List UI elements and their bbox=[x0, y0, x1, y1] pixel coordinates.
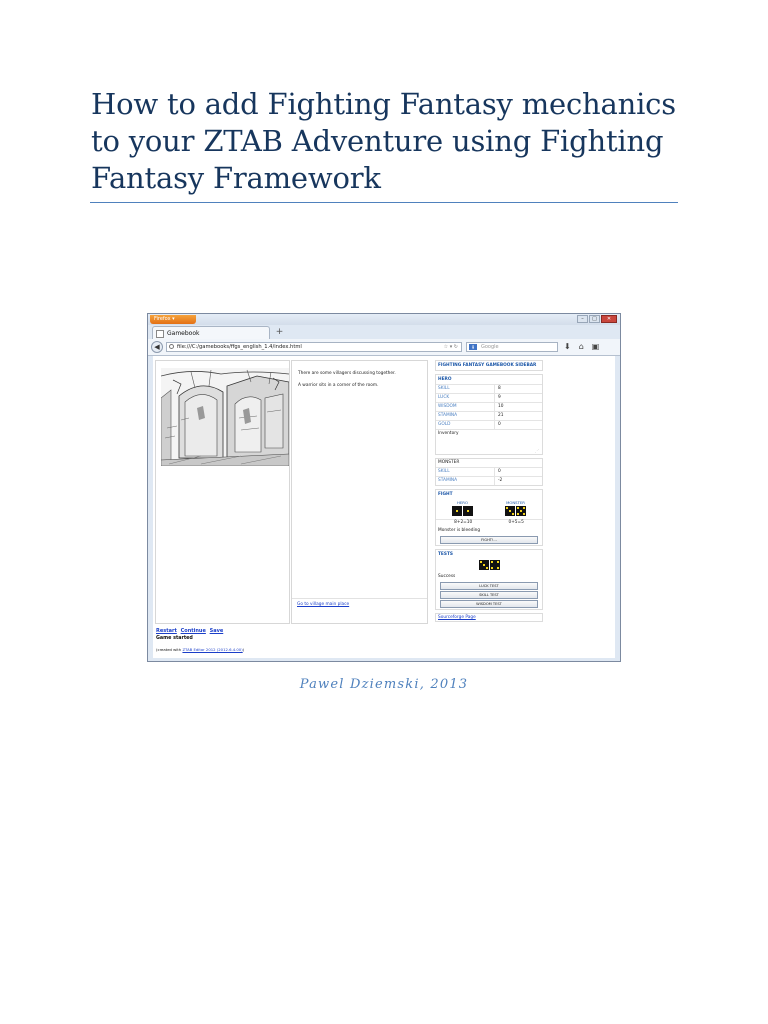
tests-box bbox=[435, 549, 543, 610]
hero-dice-label: HERO bbox=[457, 500, 468, 505]
tab-gamebook[interactable] bbox=[152, 326, 270, 339]
monster-header-row bbox=[436, 459, 542, 467]
divider bbox=[292, 598, 427, 599]
continue-link[interactable]: Continue bbox=[180, 628, 206, 634]
created-with-note bbox=[156, 646, 244, 653]
window-titlebar bbox=[148, 314, 620, 325]
die-four-icon bbox=[490, 560, 500, 570]
choice-link[interactable]: Go to village main place bbox=[297, 602, 350, 607]
stat-value: 0 bbox=[498, 422, 501, 427]
back-arrow-icon[interactable]: ◀ bbox=[151, 341, 163, 353]
hero-attack-calc: 8+2=10 bbox=[454, 520, 473, 525]
page-viewport bbox=[153, 356, 615, 658]
die-one-icon bbox=[463, 506, 473, 516]
stat-label: SKILL bbox=[436, 468, 495, 476]
new-tab-button[interactable]: + bbox=[275, 327, 284, 337]
fight-dice-row bbox=[436, 499, 542, 519]
stat-row bbox=[436, 420, 542, 429]
globe-icon bbox=[169, 344, 174, 349]
created-prefix: (created with bbox=[156, 647, 182, 652]
toolbar-icons bbox=[564, 341, 599, 352]
close-icon[interactable]: ✕ bbox=[601, 315, 617, 323]
created-suffix: ) bbox=[242, 647, 245, 652]
die-one-icon bbox=[452, 506, 462, 516]
page-icon bbox=[156, 330, 164, 338]
stat-label: STAMINA bbox=[436, 477, 495, 485]
google-icon: g bbox=[469, 344, 477, 350]
die-three-icon bbox=[505, 506, 515, 516]
story-panel bbox=[291, 360, 428, 624]
minimize-icon[interactable]: – bbox=[577, 315, 588, 323]
hero-dice bbox=[436, 500, 489, 518]
stat-label: LUCK bbox=[436, 394, 495, 402]
hero-box bbox=[435, 374, 543, 455]
stat-row bbox=[436, 467, 542, 476]
story-paragraph: A warrior sits in a corner of the room. bbox=[298, 383, 379, 388]
tavern-illustration bbox=[161, 368, 289, 466]
document-title: How to add Fighting Fantasy mechanics to your ZTAB Adventure using Fighting Fantasy Framework bbox=[91, 87, 676, 195]
tab-strip bbox=[148, 325, 620, 339]
title-underline bbox=[90, 202, 678, 203]
tests-header: TESTS bbox=[438, 552, 453, 557]
bookmark-star-icon[interactable]: ☆ ▾ ↻ bbox=[443, 344, 458, 350]
stat-row bbox=[436, 402, 542, 411]
fight-button[interactable]: FIGHT!... bbox=[440, 536, 538, 544]
stat-value: 0 bbox=[498, 469, 501, 474]
stat-value: 9 bbox=[498, 395, 501, 400]
wisdom-test-button[interactable]: WISDOM TEST bbox=[440, 600, 538, 608]
url-bar[interactable] bbox=[166, 342, 462, 352]
search-placeholder: Google bbox=[481, 344, 499, 350]
stat-value: 10 bbox=[498, 404, 504, 409]
illustration-panel bbox=[155, 360, 290, 624]
window-controls bbox=[577, 315, 617, 323]
inventory-label: Inventory bbox=[438, 431, 459, 436]
fight-box bbox=[435, 489, 543, 546]
stat-value: 21 bbox=[498, 413, 504, 418]
save-link[interactable]: Save bbox=[209, 628, 224, 634]
stat-label: STAMINA bbox=[436, 412, 495, 420]
ff-sidebar bbox=[435, 360, 543, 622]
stat-value: 8 bbox=[498, 386, 501, 391]
firefox-menu-button[interactable]: Firefox ▾ bbox=[150, 315, 196, 324]
test-result: Success bbox=[438, 574, 456, 579]
stat-label: GOLD bbox=[436, 421, 495, 429]
stat-row bbox=[436, 384, 542, 393]
resize-grip-icon[interactable]: ⋰ bbox=[535, 448, 539, 453]
inventory-field[interactable] bbox=[436, 429, 542, 454]
home-icon[interactable]: ⌂ bbox=[578, 342, 584, 351]
stat-row bbox=[436, 476, 542, 485]
monster-box bbox=[435, 458, 543, 486]
luck-test-button[interactable]: LUCK TEST bbox=[440, 582, 538, 590]
die-three-icon bbox=[479, 560, 489, 570]
browser-screenshot bbox=[147, 313, 621, 662]
tests-dice bbox=[436, 559, 542, 572]
fight-header: FIGHT bbox=[438, 492, 453, 497]
ztab-editor-link[interactable]: ZTAB Editor 2012 (2012.6.4.00) bbox=[182, 647, 243, 652]
monster-header: MONSTER bbox=[438, 460, 460, 465]
menu-icon[interactable]: ▣ bbox=[591, 342, 600, 351]
sidebar-title-box bbox=[435, 360, 543, 371]
monster-attack-calc: 0+5=5 bbox=[508, 520, 524, 525]
monster-dice bbox=[489, 500, 542, 518]
skill-test-button[interactable]: SKILL TEST bbox=[440, 591, 538, 599]
stat-label: WISDOM bbox=[436, 403, 495, 411]
restart-link[interactable]: Restart bbox=[156, 628, 177, 634]
stat-value: -2 bbox=[498, 478, 503, 483]
game-status: Game started bbox=[156, 636, 193, 641]
stat-row bbox=[436, 393, 542, 402]
fight-message: Monster is bleeding bbox=[438, 528, 481, 533]
sidebar-title: FIGHTING FANTASY GAMEBOOK SIDEBAR bbox=[438, 363, 537, 368]
download-icon[interactable]: ⬇ bbox=[564, 342, 571, 351]
maximize-icon[interactable]: □ bbox=[589, 315, 600, 323]
die-five-icon bbox=[516, 506, 526, 516]
story-paragraph: There are some villagers discussing together. bbox=[298, 371, 396, 376]
sourceforge-link[interactable]: Sourceforge Page bbox=[435, 613, 543, 622]
author-byline: Pawel Dziemski, 2013 bbox=[299, 677, 469, 692]
navigation-bar bbox=[148, 339, 620, 356]
fight-calc-row bbox=[436, 519, 542, 526]
stat-label: SKILL bbox=[436, 385, 495, 393]
monster-dice-label: MONSTER bbox=[506, 500, 525, 505]
stat-row bbox=[436, 411, 542, 420]
url-text: file:///C:/gamebooks/ffgs_english_1.4/index.html bbox=[177, 344, 302, 350]
tab-label: Gamebook bbox=[167, 330, 200, 337]
hero-header: HERO bbox=[438, 377, 452, 382]
game-controls bbox=[156, 628, 244, 653]
search-input[interactable] bbox=[466, 342, 558, 352]
